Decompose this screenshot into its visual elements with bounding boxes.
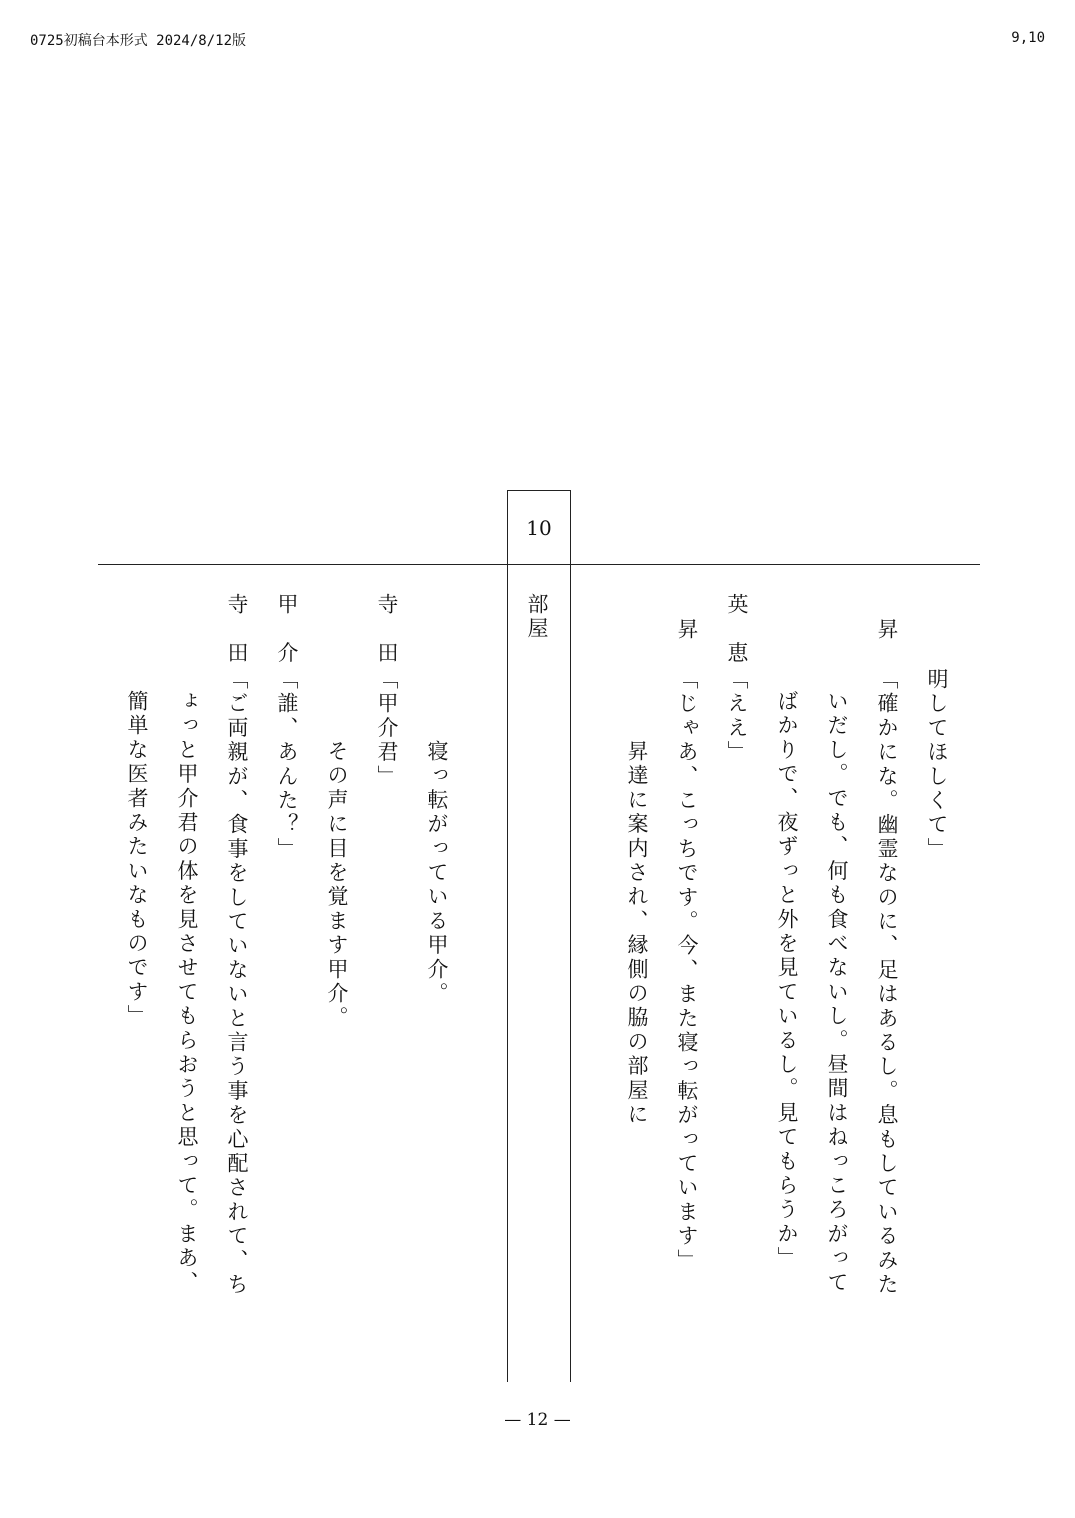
dialogue-line: ばかりで、夜ずっと外を見ているし。見てもらうか」 <box>775 690 799 1271</box>
dialogue-line: 「ご両親が、食事をしていないと言う事を心配されて、ち <box>225 668 249 1298</box>
dialogue-line: いだし。でも、何も食べないし。昼間はねっころがって <box>825 690 849 1295</box>
character-name-kosuke: 甲 介 <box>275 593 299 666</box>
dialogue-line: 簡単な医者みたいなものです」 <box>125 690 149 1029</box>
page-number: — 12 — <box>504 1410 571 1430</box>
stage-direction: 寝っ転がっている甲介。 <box>425 740 449 1007</box>
scene-number: 10 <box>526 516 552 540</box>
stage-direction: その声に目を覚ます甲介。 <box>325 740 349 1031</box>
scene-location: 部屋 <box>525 593 549 642</box>
dialogue-line: 「誰、あんた？」 <box>275 668 299 862</box>
script-line: 明してほしくて」 <box>925 668 949 862</box>
page-range: 9,10 <box>1011 30 1045 46</box>
dialogue-line: 「確かにな。幽霊なのに、足はあるし。息もしているみた <box>875 668 899 1298</box>
character-name-hanae: 英 恵 <box>725 593 749 666</box>
character-name-noboru: 昇 <box>875 618 899 643</box>
character-name-noboru: 昇 <box>675 618 699 643</box>
character-name-terada: 寺 田 <box>225 593 249 666</box>
character-name-terada: 寺 田 <box>375 593 399 666</box>
dialogue-line: 「甲介君」 <box>375 668 399 789</box>
document-title: 0725初稿台本形式 2024/8/12版 <box>30 33 247 49</box>
dialogue-line: 「ええ」 <box>725 668 749 765</box>
dialogue-line: 「じゃあ、こっちです。今、また寝っ転がっています」 <box>675 668 699 1273</box>
stage-direction: 昇達に案内され、縁側の脇の部屋に <box>625 740 649 1128</box>
dialogue-line: ょっと甲介君の体を見させてもらおうと思って。まあ、 <box>175 690 199 1295</box>
